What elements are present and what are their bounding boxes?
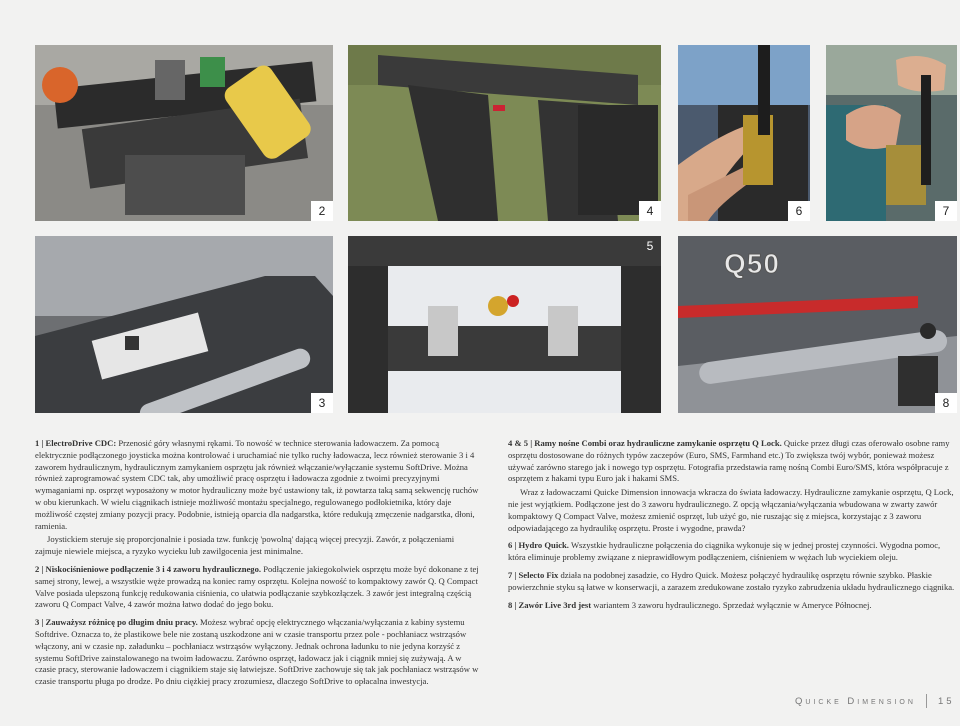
photo-8-q50-loader — [678, 236, 957, 413]
page-number: 15 — [938, 696, 955, 707]
section-6-label: 6 | Hydro Quick. — [508, 540, 569, 551]
section-1-label: 1 | ElectroDrive CDC: — [35, 438, 117, 448]
section-4-5-continued: Wraz z ładowaczami Quicke Dimension innowacja wkracza do świata ładowaczy. Hydrauliczne zamykanie osprzętu, Q Lock, nie jest wyjątkiem. Podłączone jest do 3 zaworu hydraulicznego. Z opcją włączania/wyłączania wbudowana w zwarty zawór kompaktowy Q Compact Valve, możesz zmienić osprzęt, lub użyć go, nie ruszając się z miejsca, korzystając z 3 zaworu odpowiadającego za hydraulikę osprzętu. Proste i wygodne, prawda? — [508, 487, 954, 533]
photo-number: 3 — [311, 393, 333, 413]
photo-number: 8 — [935, 393, 957, 413]
section-1 — [35, 438, 483, 532]
section-2 — [35, 564, 483, 611]
section-7-text: działa na podobnej zasadzie, co Hydro Quick. Możesz połączyć hydraulikę osprzętu równie szybko. Płaskie powierzchnie styku są łatwe w konserwacji, a zarazem zredukowane zostało ryzyko zabrudzenia układu hydraulicznego ciągnika. — [508, 569, 955, 592]
photo-7-image — [826, 45, 957, 221]
photo-6-image — [678, 45, 810, 221]
section-3-label: 3 | Zauważysz różnicę po długim dniu pracy. — [35, 617, 198, 628]
photo-number: 7 — [935, 201, 957, 221]
section-4-5 — [508, 438, 957, 485]
photo-7-selecto-fix — [826, 45, 957, 221]
text-column-right — [508, 438, 957, 613]
photo-4-combi-frame — [348, 45, 661, 221]
photo-3-image — [35, 236, 333, 413]
section-1-text: Przenosić góry własnymi rękami. To nowość w technice sterowania ładowaczem. Za pomocą elektrycznie podłączonego joysticka można kontrolować i uruchamiać nie tylko ruchy ładowacza, lecz również sterowanie 3 i 4 zaworem hydraulicznym, hydraulicznym zamykaniem osprzętu jak również włączanie/wyłączanie systemu SoftDrive. Można również zaprogramować system CDC tak, aby umożliwić pracę osprzętu i ładowacza zgodnie z twoimi precyzyjnymi wymaganiami np. osprzęt wyposażony w motor hydrauliczny może być ustawiony tak, iż powtarza taką samą sekwencję ruchów w obu kierunkach. W wielu ciągnikach istnieje możliwość montażu specjalnego, regulowanego podłokietnika, który daje możliwość częstej zmiany pozycji pracy. Podobnie, istnieją oparcia dla nadgarstka, które redukują zmęczenie nadgarstka, dłoni, ramienia. — [35, 438, 479, 531]
photo-number: 5 — [646, 239, 654, 253]
section-7 — [508, 570, 957, 594]
section-7-label: 7 | Selecto Fix — [508, 569, 559, 580]
section-1-continued: Joystickiem steruje się proporcjonalnie i posiada tzw. funkcję 'powolną' dającą więcej precyzji. Zawór, z połączeniami zajmuje niewiele miejsca, a ryzyko wycieku lub zawilgocenia jest minimalne. — [35, 534, 455, 557]
section-8 — [508, 600, 957, 612]
photo-6-hydro-quick — [678, 45, 810, 221]
q50-badge: Q50 — [724, 248, 780, 279]
photo-4-image — [348, 45, 661, 221]
section-3-text: Możesz wybrać opcję elektrycznego włączania/wyłączania z kabiny systemu Softdrive. Oznacza to, że plastikowe bele nie zostaną uszkodzone ani w czasie transportu przez pole - pochłaniacz wstrząsów włączony, ani w czasie np. załadunku – pochłaniacz wstrząsów wyłączony. Jednak ochrona ładunku to nie jedyna korzyść z systemu SoftDrive zainstalowanego na twoim ładowaczu. Zarówno osprzęt, ładowacz jak i ciągnik mniej się zużywają. A w czasie pracy, sterowanie ładowaczem i ciągnikiem staje się łatwiejsze. SoftDrive zachowuje się tak jak pochłaniacz wstrząsów w czasie transportu pługa po drodze. Po dniu ciężkiej pracy zrozumiesz, dlaczego SoftDrive to opłacalna inwestycja. — [35, 617, 479, 687]
section-8-label: 8 | Zawór Live 3rd jest — [508, 599, 592, 610]
photo-5-image — [348, 236, 661, 413]
photo-number: 6 — [788, 201, 810, 221]
footer-divider — [926, 694, 927, 708]
photo-number: 4 — [639, 201, 661, 221]
section-6-text: Wszystkie hydrauliczne połączenia do ciągnika wykonuje się w jednej prostej czynności. Wygodna pomoc, która eliminuje problemy związane z nieprawidłowym podłączeniem, ciśnieniem w wężach lub wyciekiem oleju. — [508, 540, 941, 563]
section-6 — [508, 540, 957, 564]
section-4-5-text: Quicke przez długi czas oferowało osobne ramy osprzętu dostosowane do różnych typów zaczepów (Euro, SMS, Farmhand etc.) To zwiększa twój wybór, ponieważ możesz używać zarówno starego jak i nowego typ osprzętu. Fotografia przedstawia ramę nośną Combi Euro/SMS, która współpracuje z osprzętem z hakami typu Euro jak i hakami SMS. — [508, 438, 950, 484]
photo-2-joystick-valve — [35, 45, 333, 221]
section-3 — [35, 617, 483, 688]
text-column-left — [35, 438, 483, 690]
footer-brand: Quicke Dimension — [795, 696, 916, 707]
photo-5-q-lock — [348, 236, 661, 413]
section-2-text: Podłączenie jakiegokolwiek osprzętu może być dokonane z tej samej strony, lewej, a wszystkie węże prowadzą na koniec ramy osprzętu. Kolejna nowość to kompaktowy zawór Q. Q Compact Valve posiada ulepszoną funkcję redukowania ciśnienia, co ułatwia podłączanie szybkozłączek. 3 zawór jest integralną częścią zaworu Q Compact Valve, 4 zawór można łatwo dodać do jego boku. — [35, 563, 479, 610]
section-2-label: 2 | Niskociśnieniowe podłączenie 3 i 4 zaworu hydraulicznego. — [35, 563, 262, 574]
photo-2-image — [35, 45, 333, 221]
section-4-5-label: 4 & 5 | Ramy nośne Combi oraz hydrauliczne zamykanie osprzętu Q Lock. — [508, 438, 782, 448]
photo-3-softdrive — [35, 236, 333, 413]
photo-number: 2 — [311, 201, 333, 221]
section-8-text: wariantem 3 zaworu hydraulicznego. Sprzedaż wyłącznie w Ameryce Północnej. — [591, 599, 872, 610]
photo-8-image — [678, 236, 957, 413]
